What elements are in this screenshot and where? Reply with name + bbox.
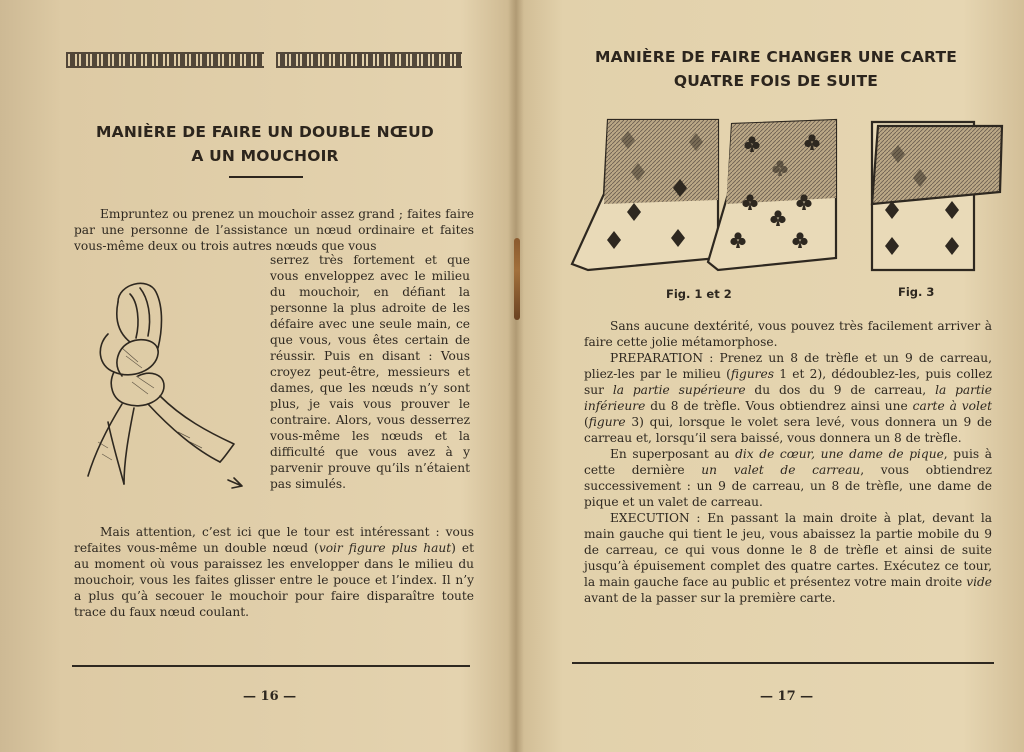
ornament-border-left [66, 52, 264, 68]
closing-paragraph [74, 524, 474, 620]
figure-2-card [708, 120, 836, 270]
prep-italic-1: la partie supérieure [612, 383, 746, 397]
figure-3-card [872, 122, 1002, 270]
paragraph-intro: Sans aucune dextérité, vous pouvez très facilement arriver à faire cette jolie métamorphose. [584, 319, 992, 349]
prep-text-c: du dos du 9 de carreau, [745, 383, 936, 397]
title-underline [229, 176, 303, 178]
closing-text-a: Mais attention, c’est ici que le tour est intéressant : vous refaites vous-même un double nœud ( [74, 525, 474, 555]
figure-reference: voir figure plus haut [318, 541, 452, 555]
body-text [584, 318, 992, 606]
page-number: — 16 — [243, 689, 297, 704]
page-title [566, 45, 986, 93]
prep-text-d: du 8 de trèfle. Vous obtiendrez ainsi une [645, 399, 913, 413]
footer-rule [72, 665, 470, 667]
card-figures-illustration [568, 112, 1008, 278]
super-italic-2: un valet de carreau [701, 463, 861, 477]
prep-text-b: 1 et 2), dédoublez-les, puis collez sur [584, 367, 992, 397]
knotted-handkerchief-illustration [78, 272, 254, 512]
title-line-2: QUATRE FOIS DE SUITE [673, 72, 879, 90]
page-17 [512, 0, 1024, 752]
figure-1-card [572, 120, 718, 270]
super-italic-1: dix de cœur, une dame de pique [735, 447, 944, 461]
paragraph-execution [584, 510, 992, 606]
title-line-1: MANIÈRE DE FAIRE CHANGER UNE CARTE [594, 48, 958, 66]
super-text-a: En superposant au [610, 447, 736, 461]
prep-italic-3: carte à volet [912, 399, 992, 413]
footer-rule [572, 662, 994, 664]
prep-italic-2: la partie inférieure [584, 383, 992, 413]
prep-text-e: ( [584, 415, 589, 429]
prep-ref: figures [730, 367, 774, 381]
closing-text-b: ) et au moment où vous paraissez les envelopper dans le milieu du mouchoir, vous les faites glisser entre le pouce et l’index. Il n’y a plus qu’à secouer le mouchoir pour faire disparaître toute trace du faux nœud coulant. [74, 541, 474, 619]
title-line-1: MANIÈRE DE FAIRE UN DOUBLE NŒUD [96, 123, 434, 141]
prep-text-f: 3) qui, lorsque le volet sera levé, vous donnera un 9 de carreau et, lorsqu’il sera baissé, vous donnera un 8 de trèfle. [584, 415, 992, 445]
exec-text-b: avant de la passer sur la première carte. [584, 591, 836, 605]
page-title [60, 120, 470, 168]
exec-text-a: EXECUTION : En passant la main droite à plat, devant la main gauche qui tient le jeu, vous abaissez la partie mobile du 9 de carreau, ce qui vous donne le 8 de trèfle et ainsi de suite jusqu’à épuisement complet des quatre cartes. Exécutez ce tour, la main gauche face au public et présentez votre main droite [584, 511, 992, 589]
paragraph-beside-figure: serrez très fortement et que vous enveloppez avec le milieu du mouchoir, en défiant la personne la plus adroite de les défaire avec une seule main, ce que vous, vous êtes certain de réussir. Puis en disant : Vous croyez peut-être, messieurs et dames, que les nœuds n’y sont plus, je vais vous prouver le contraire. Alors, vous desserrez vous-même les nœuds et la difficulté que vous avez à y parvenir prouve qu’ils n’étaient pas simulés. [270, 253, 470, 491]
exec-italic: vide [966, 575, 992, 589]
paragraph-preparation [584, 350, 992, 446]
prep-italic-4: figure [588, 415, 626, 429]
figure-caption-1-2: Fig. 1 et 2 [666, 287, 732, 301]
super-text-b: , puis à cette dernière [584, 447, 992, 477]
paragraph-superposition [584, 446, 992, 510]
ornament-border-right [276, 52, 462, 68]
prep-text-a: PREPARATION : Prenez un 8 de trèfle et un 9 de carreau, pliez-les par le milieu ( [584, 351, 992, 381]
title-line-2: A UN MOUCHOIR [191, 147, 339, 165]
figure-caption-3: Fig. 3 [898, 285, 935, 299]
intro-paragraph: Empruntez ou prenez un mouchoir assez grand ; faites faire par une personne de l’assistance un nœud ordinaire et faites vous-même deux ou trois autres nœuds que vous [74, 207, 474, 253]
super-text-c: , vous obtiendrez successivement : un 9 de carreau, un 8 de trèfle, une dame de pique et un valet de carreau. [584, 463, 992, 509]
page-number: — 17 — [760, 689, 814, 704]
